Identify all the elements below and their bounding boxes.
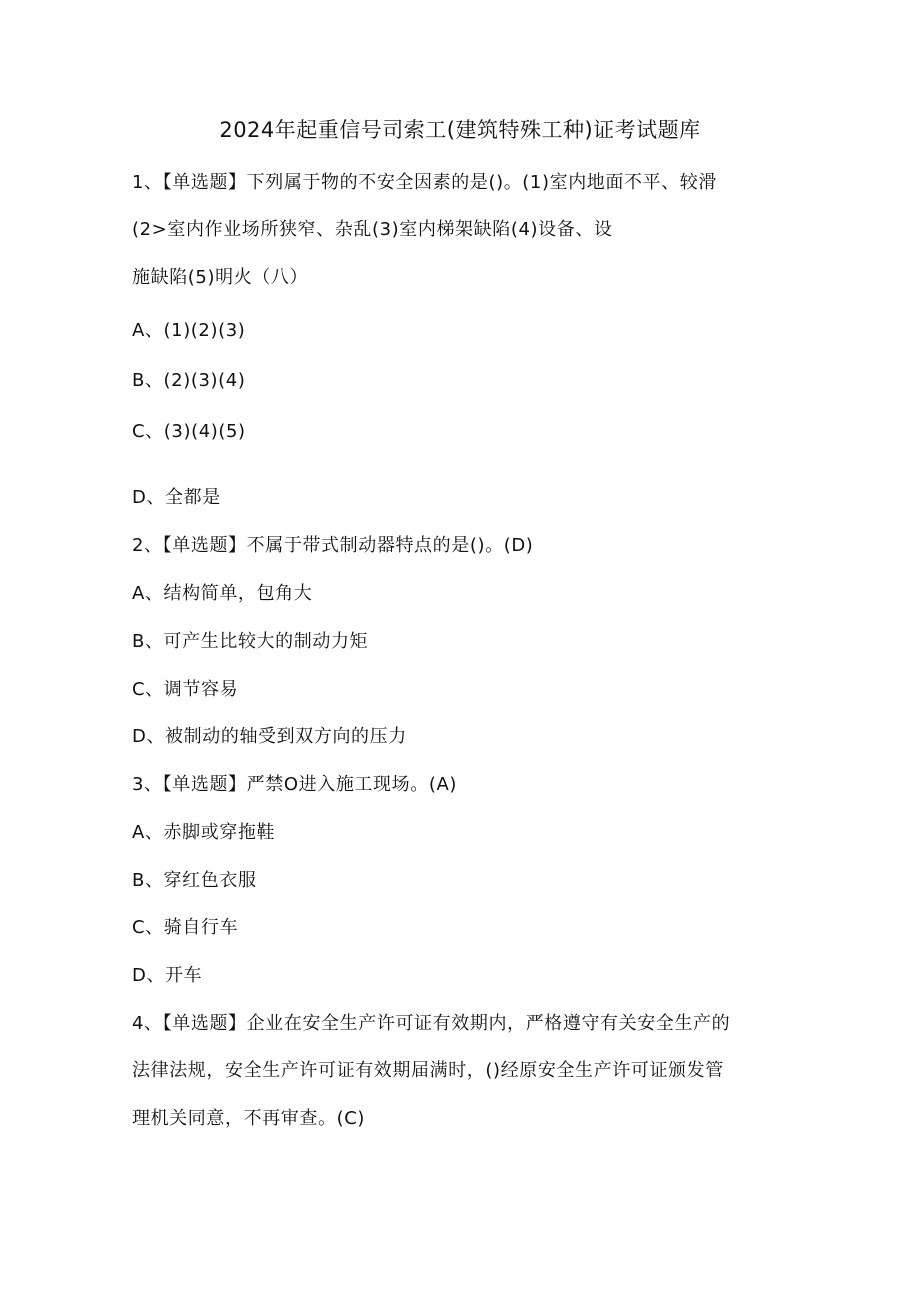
question-2-line-1: 2、【单选题】不属于带式制动器特点的是()。(D) — [132, 535, 534, 556]
question-2-option-d: D、被制动的轴受到双方向的压力 — [132, 726, 407, 747]
question-1-line-3: 施缺陷(5)明火（八） — [132, 267, 309, 288]
question-1-line-2: (2>室内作业场所狭窄、杂乱(3)室内梯架缺陷(4)设备、设 — [132, 219, 613, 240]
page-title: 2024年起重信号司索工(建筑特殊工种)证考试题库 — [219, 118, 701, 142]
question-1-option-a: A、(1)(2)(3) — [132, 320, 246, 341]
question-2-option-a: A、结构简单，包角大 — [132, 583, 313, 604]
question-4-line-3: 理机关同意，不再审查。(C) — [132, 1108, 366, 1129]
question-2-option-b: B、可产生比较大的制动力矩 — [132, 631, 369, 652]
question-3-line-1: 3、【单选题】严禁O进入施工现场。(A) — [132, 774, 457, 795]
question-1-line-1: 1、【单选题】下列属于物的不安全因素的是()。(1)室内地面不平、较滑 — [132, 172, 717, 193]
question-1-option-c: C、(3)(4)(5) — [132, 421, 246, 442]
question-3-option-c: C、骑自行车 — [132, 917, 239, 938]
question-1-option-b: B、(2)(3)(4) — [132, 370, 246, 391]
question-1-option-d: D、全都是 — [132, 487, 221, 508]
question-3-option-d: D、开车 — [132, 965, 203, 986]
question-4-line-2: 法律法规，安全生产许可证有效期届满时，()经原安全生产许可证颁发管 — [132, 1060, 724, 1081]
question-3-option-b: B、穿红色衣服 — [132, 870, 257, 891]
question-2-option-c: C、调节容易 — [132, 679, 239, 700]
question-3-option-a: A、赤脚或穿拖鞋 — [132, 822, 276, 843]
question-4-line-1: 4、【单选题】企业在安全生产许可证有效期内，严格遵守有关安全生产的 — [132, 1013, 731, 1034]
